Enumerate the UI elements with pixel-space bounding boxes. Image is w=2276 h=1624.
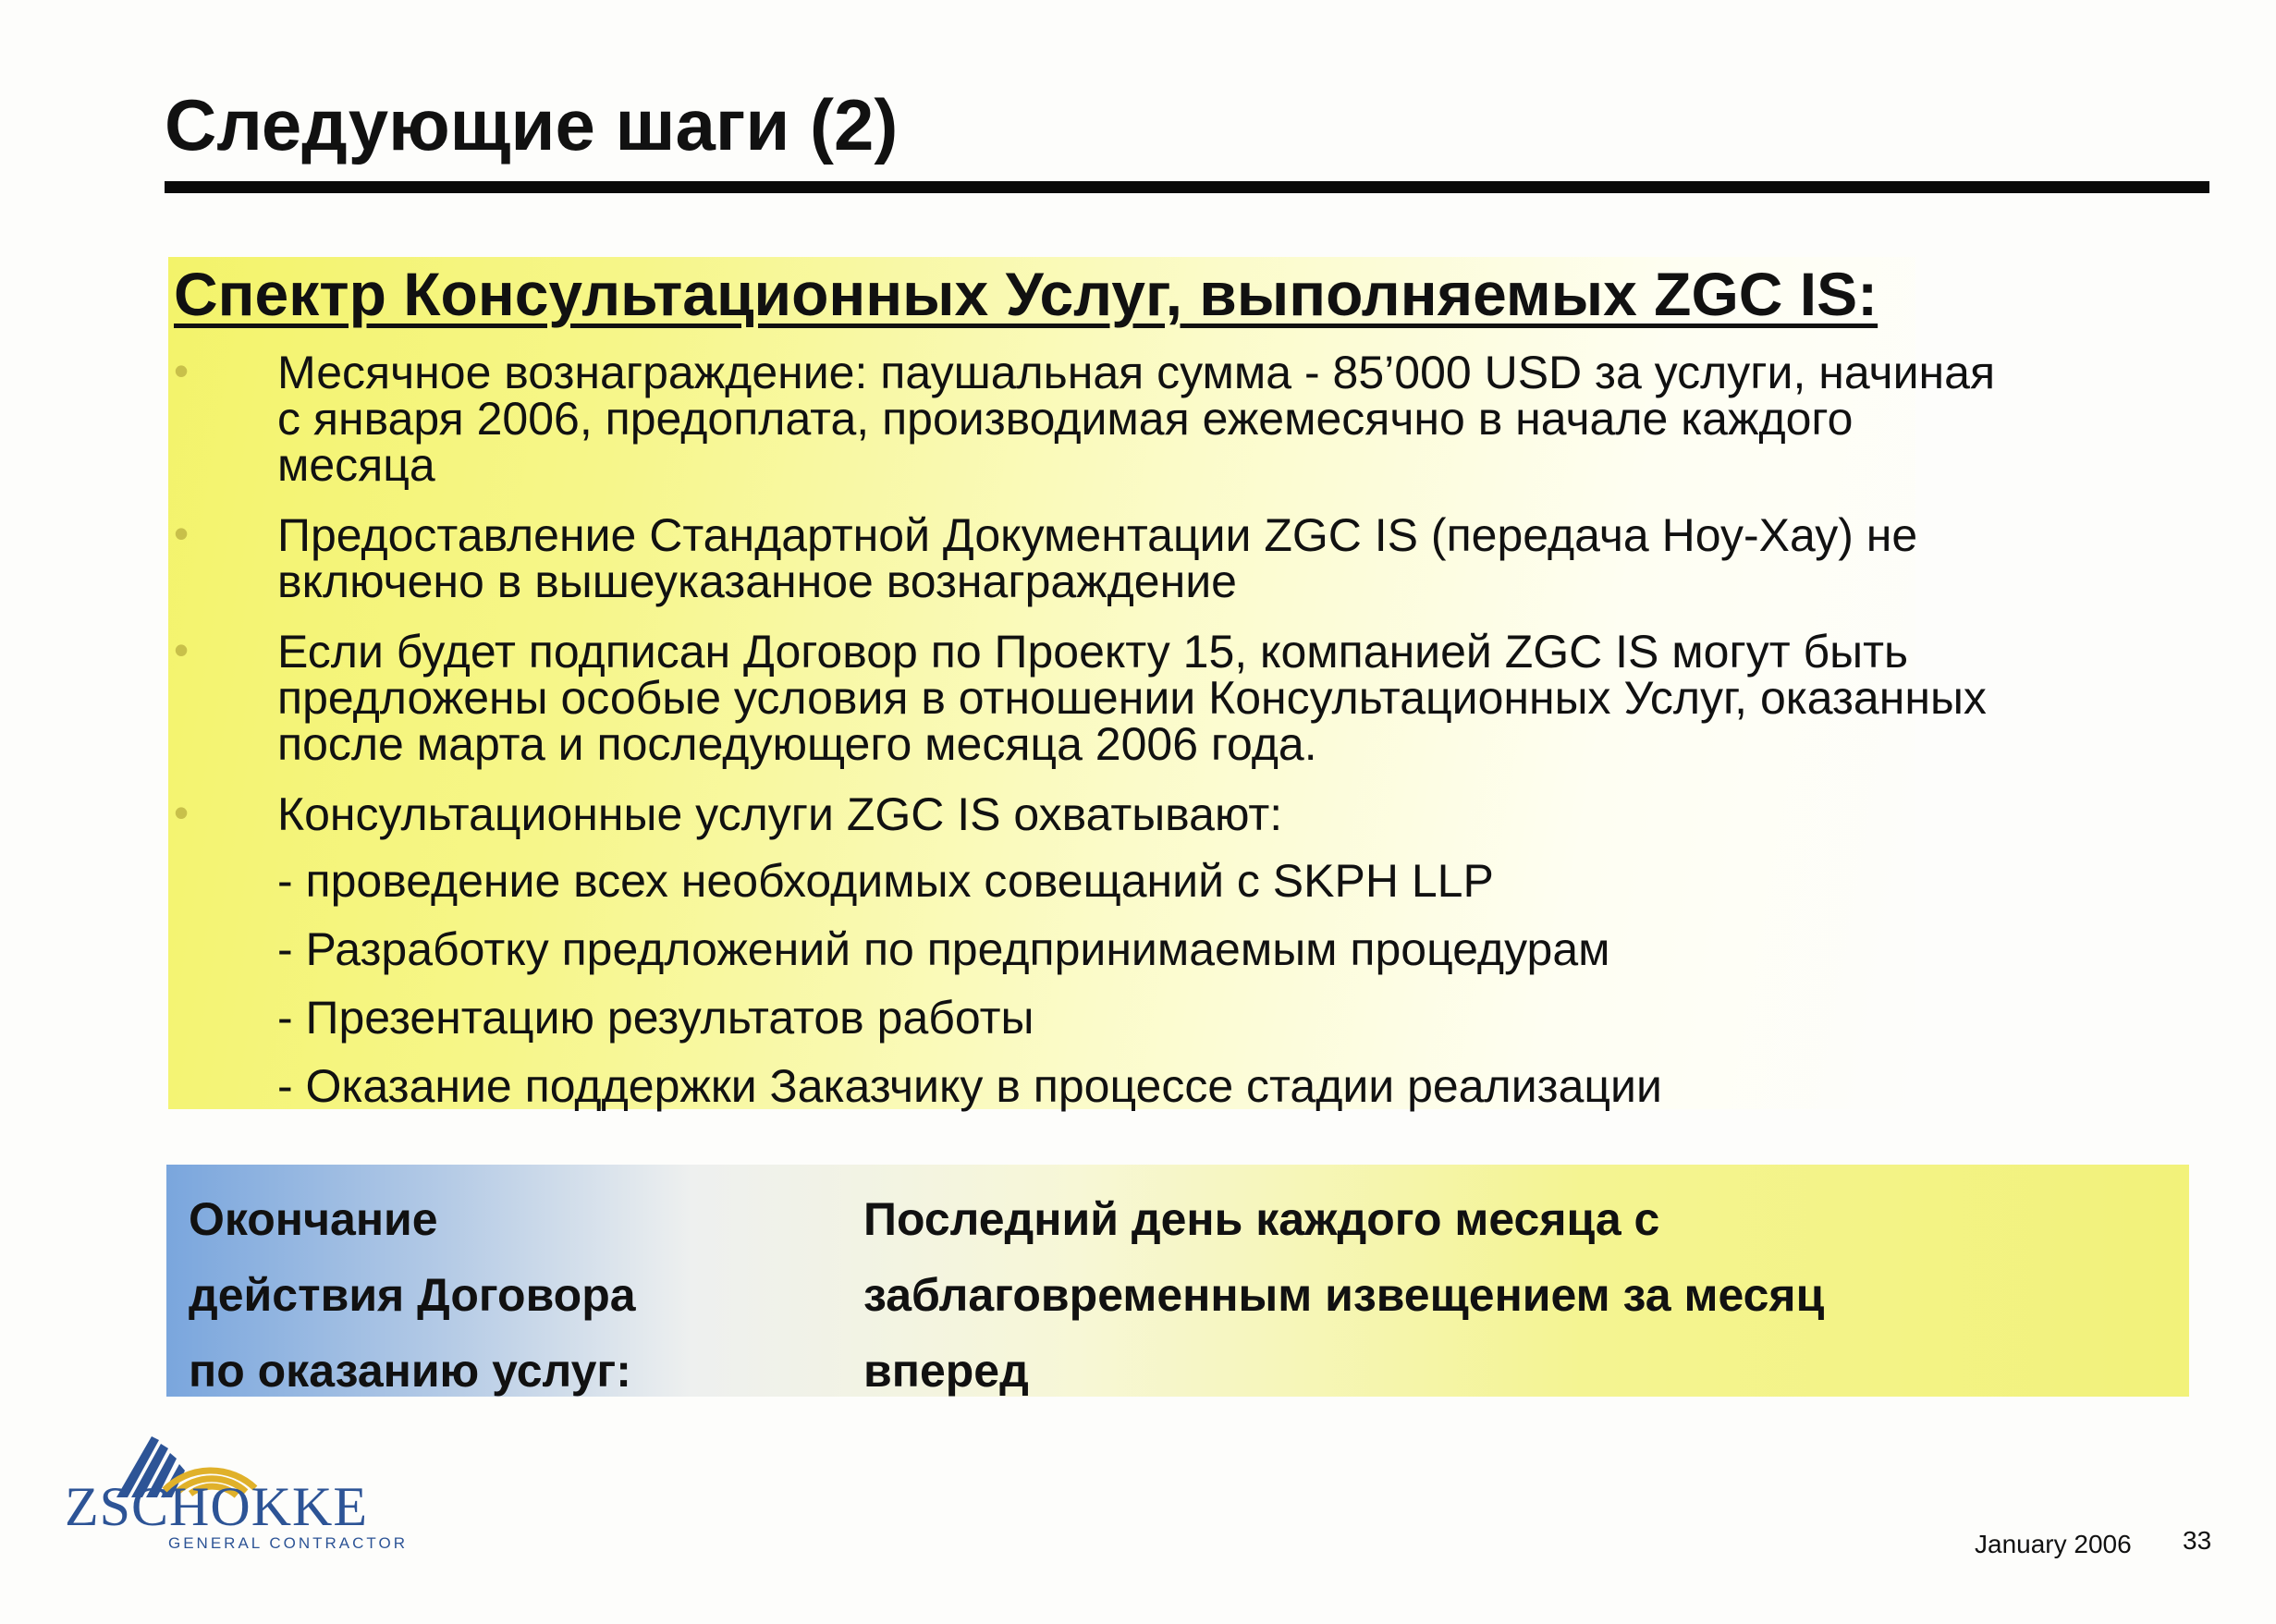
sub-item: - Оказание поддержки Заказчику в процессе стадии реализации — [277, 1060, 1662, 1112]
bullet-line: Месячное вознаграждение: паушальная сумма - 85’000 USD за услуги, начиная — [277, 347, 1996, 398]
bullet-item-scope — [174, 788, 2208, 1112]
value-line: заблаговременным извещением за месяц — [863, 1269, 1825, 1321]
bullet-line: месяца — [277, 439, 435, 491]
sub-item: - проведение всех необходимых совещаний с SKPH LLP — [277, 855, 1494, 907]
title-rule — [165, 181, 2209, 193]
bullet-line: включено в вышеуказанное вознаграждение — [277, 556, 1237, 607]
bullet-item-conditions — [174, 626, 2208, 770]
label-line: действия Договора — [189, 1269, 636, 1321]
bullet-list — [174, 349, 2208, 1133]
bullet-icon: • — [174, 626, 190, 674]
bullet-line: Предоставление Стандартной Документации ZGC IS (передача Ноу-Хау) не — [277, 509, 1918, 561]
sub-item: - Презентацию результатов работы — [277, 992, 1034, 1044]
label-line: по оказанию услуг: — [189, 1345, 631, 1397]
value-line: вперед — [863, 1345, 1029, 1397]
bullet-item-documentation — [174, 509, 2208, 607]
bullet-item-fee — [174, 347, 2208, 491]
contract-end-label — [189, 1181, 636, 1409]
contract-end-value — [863, 1181, 1824, 1409]
logo-subtitle: GENERAL CONTRACTOR — [168, 1534, 408, 1552]
label-line: Окончание — [189, 1193, 438, 1245]
slide-title: Следующие шаги (2) — [165, 84, 899, 165]
bullet-icon: • — [174, 509, 190, 557]
bullet-icon: • — [174, 347, 190, 395]
page-number: 33 — [2183, 1526, 2212, 1555]
bullet-line: с января 2006, предоплата, производимая ежемесячно в начале каждого — [277, 393, 1854, 445]
bullet-line: Если будет подписан Договор по Проекту 15, компанией ZGC IS могут быть — [277, 626, 1909, 678]
bullet-line: Консультационные услуги ZGC IS охватывают: — [277, 788, 1283, 840]
logo-wordmark: ZSCHOKKE — [65, 1476, 369, 1537]
footer-date: January 2006 — [1975, 1530, 2132, 1558]
sub-item: - Разработку предложений по предпринимаемым процедурам — [277, 923, 1610, 975]
section-heading: Спектр Консультационных Услуг, выполняемых ZGC IS: — [174, 260, 1878, 328]
bullet-line: предложены особые условия в отношении Консультационных Услуг, оказанных — [277, 672, 1987, 724]
bullet-icon: • — [174, 788, 190, 836]
sub-list — [277, 855, 2208, 1112]
value-line: Последний день каждого месяца с — [863, 1193, 1660, 1245]
bullet-line: после марта и последующего месяца 2006 года. — [277, 718, 1317, 770]
